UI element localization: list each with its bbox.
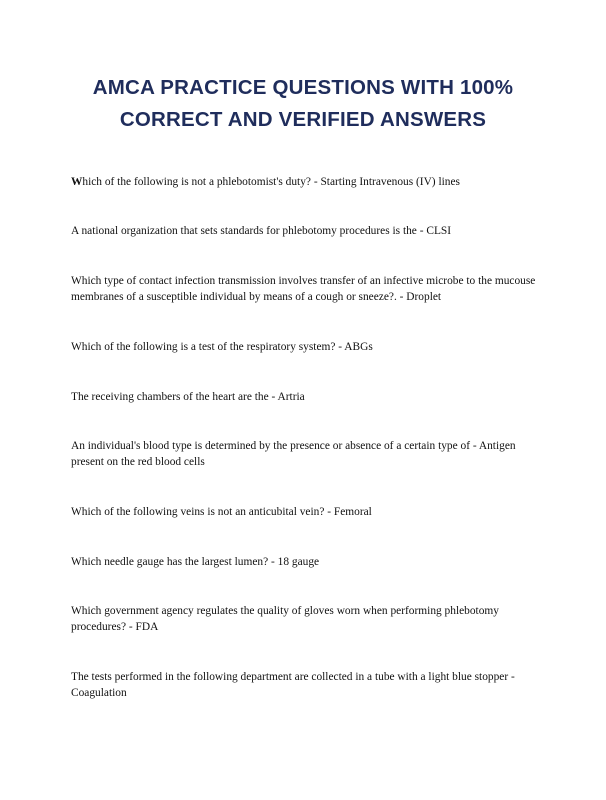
question-answer-text: hich of the following is not a phlebotomist's duty? - Starting Intravenous (IV) lines	[82, 176, 460, 188]
document-title-line-2: CORRECT AND VERIFIED ANSWERS	[119, 108, 487, 131]
question-answer-1	[71, 174, 541, 190]
question-answer-4: Which of the following is a test of the respiratory system? - ABGs	[71, 341, 373, 353]
document-title-line-1: AMCA PRACTICE QUESTIONS WITH 100%	[92, 76, 514, 99]
question-answer-6: An individual's blood type is determined by the presence or absence of a certain type of - Antigen present on the red blood cells	[71, 440, 516, 468]
question-answer-7: Which of the following veins is not an anticubital vein? - Femoral	[71, 506, 372, 518]
question-answer-9: Which government agency regulates the quality of gloves worn when performing phlebotomy procedures? - FDA	[71, 605, 499, 633]
question-answer-10: The tests performed in the following department are collected in a tube with a light blue stopper - Coagulation	[71, 671, 515, 699]
drop-initial: W	[71, 176, 83, 188]
question-answer-5: The receiving chambers of the heart are the - Artria	[71, 391, 305, 403]
question-answer-8: Which needle gauge has the largest lumen? - 18 gauge	[71, 556, 320, 568]
question-answer-3: Which type of contact infection transmission involves transfer of an infective microbe to the mucouse membranes of a susceptible individual by means of a cough or sneeze?. - Droplet	[71, 275, 536, 303]
question-answer-2: A national organization that sets standards for phlebotomy procedures is the - CLSI	[71, 225, 452, 237]
